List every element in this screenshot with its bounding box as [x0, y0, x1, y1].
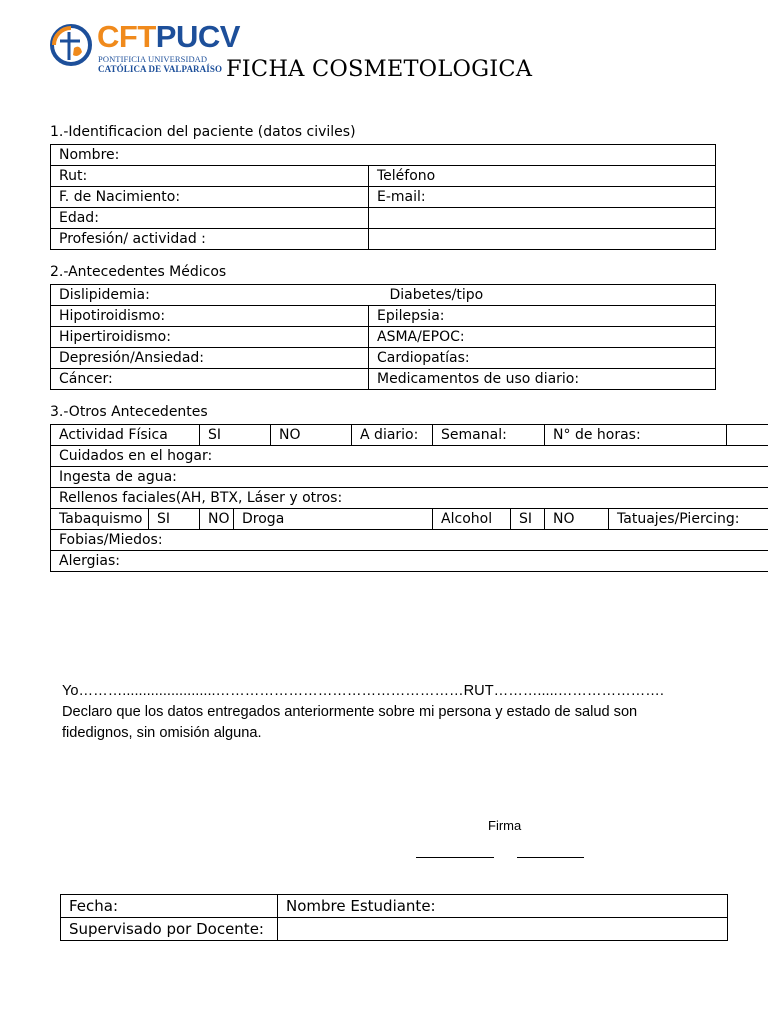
student-name-field[interactable]: Nombre Estudiante: [278, 895, 728, 918]
hypothyroidism-field[interactable]: Hipotiroidismo: [51, 306, 369, 327]
table-row [51, 166, 716, 187]
section2-heading: 2.-Antecedentes Médicos [50, 264, 227, 280]
email-field[interactable]: E-mail: [369, 187, 716, 208]
alcohol-label: Alcohol [433, 509, 511, 530]
patient-identification-table [50, 144, 716, 250]
supervising-teacher-field[interactable]: Supervisado por Docente: [61, 918, 278, 941]
diabetes-label: Diabetes/tipo [389, 287, 484, 303]
name-field[interactable]: Nombre: [51, 145, 716, 166]
cancer-field[interactable]: Cáncer: [51, 369, 369, 390]
alcohol-yes-option[interactable]: SI [511, 509, 545, 530]
birth-date-field[interactable]: F. de Nacimiento: [51, 187, 369, 208]
rut-field[interactable]: Rut: [51, 166, 369, 187]
hours-field[interactable]: N° de horas: [545, 425, 727, 446]
smoking-no-option[interactable]: NO [200, 509, 234, 530]
dyslipidemia-label: Dislipidemia: [59, 287, 150, 303]
physical-activity-yes-option[interactable]: SI [200, 425, 271, 446]
declaration-block [62, 681, 722, 744]
section1-heading: 1.-Identificacion del paciente (datos civiles) [50, 124, 356, 140]
asthma-copd-field[interactable]: ASMA/EPOC: [369, 327, 716, 348]
signature-label: Firma [488, 818, 522, 833]
date-field[interactable]: Fecha: [61, 895, 278, 918]
medical-history-table [50, 284, 716, 390]
allergies-field[interactable]: Alergias: [51, 551, 768, 572]
phone-field[interactable]: Teléfono [369, 166, 716, 187]
drug-field[interactable]: Droga [234, 509, 433, 530]
signature-line[interactable] [517, 857, 584, 858]
table-row [51, 425, 768, 446]
depression-anxiety-field[interactable]: Depresión/Ansiedad: [51, 348, 369, 369]
declaration-text-line1: Declaro que los datos entregados anteriormente sobre mi persona y estado de salud son [62, 704, 638, 720]
table-row [51, 509, 768, 530]
daily-field[interactable]: A diario: [352, 425, 433, 446]
water-intake-field[interactable]: Ingesta de agua: [51, 467, 768, 488]
daily-medication-field[interactable]: Medicamentos de uso diario: [369, 369, 716, 390]
table-row [51, 551, 768, 572]
table-row [51, 530, 768, 551]
table-row [51, 488, 768, 509]
empty-cell[interactable] [727, 425, 768, 446]
physical-activity-no-option[interactable]: NO [271, 425, 352, 446]
declaration-name-rut-line[interactable]: Yo……….......................……………………………………………RUT……….....…………………. [62, 683, 664, 699]
logo-university-line1: PONTIFICIA UNIVERSIDAD [98, 54, 208, 64]
table-row [51, 369, 716, 390]
empty-cell[interactable] [369, 208, 716, 229]
dyslipidemia-diabetes-field[interactable] [51, 285, 716, 306]
table-row [51, 348, 716, 369]
phobias-fears-field[interactable]: Fobias/Miedos: [51, 530, 768, 551]
logo-wordmark [97, 20, 240, 54]
table-row [51, 229, 716, 250]
table-row [61, 895, 728, 918]
document-title: FICHA COSMETOLOGICA [226, 56, 533, 82]
supervision-table [60, 894, 728, 941]
declaration-text-line2: fidedignos, sin omisión alguna. [62, 725, 262, 741]
table-row [51, 446, 768, 467]
epilepsy-field[interactable]: Epilepsia: [369, 306, 716, 327]
weekly-field[interactable]: Semanal: [433, 425, 545, 446]
signature-line[interactable] [416, 857, 494, 858]
table-row [51, 306, 716, 327]
other-history-table [50, 424, 768, 572]
home-care-field[interactable]: Cuidados en el hogar: [51, 446, 768, 467]
table-row [51, 187, 716, 208]
university-shield-icon [48, 22, 94, 68]
table-row [61, 918, 728, 941]
empty-cell[interactable] [369, 229, 716, 250]
facial-fillers-field[interactable]: Rellenos faciales(AH, BTX, Láser y otros: [51, 488, 768, 509]
alcohol-no-option[interactable]: NO [545, 509, 609, 530]
smoking-label: Tabaquismo [51, 509, 149, 530]
physical-activity-label: Actividad Física [51, 425, 200, 446]
hyperthyroidism-field[interactable]: Hipertiroidismo: [51, 327, 369, 348]
table-row [51, 327, 716, 348]
table-row [51, 208, 716, 229]
logo-wordmark-cft: CFT [97, 19, 156, 54]
logo-wordmark-pucv: PUCV [155, 19, 240, 54]
smoking-yes-option[interactable]: SI [149, 509, 200, 530]
table-row [51, 467, 768, 488]
occupation-field[interactable]: Profesión/ actividad : [51, 229, 369, 250]
table-row [51, 285, 716, 306]
logo-university-line2: CATÓLICA DE VALPARAÍSO [98, 64, 223, 74]
age-field[interactable]: Edad: [51, 208, 369, 229]
empty-cell[interactable] [278, 918, 728, 941]
table-row [51, 145, 716, 166]
tattoo-piercing-field[interactable]: Tatuajes/Piercing: [609, 509, 768, 530]
section3-heading: 3.-Otros Antecedentes [50, 404, 208, 420]
cftpucv-logo [48, 19, 240, 74]
heart-disease-field[interactable]: Cardiopatías: [369, 348, 716, 369]
